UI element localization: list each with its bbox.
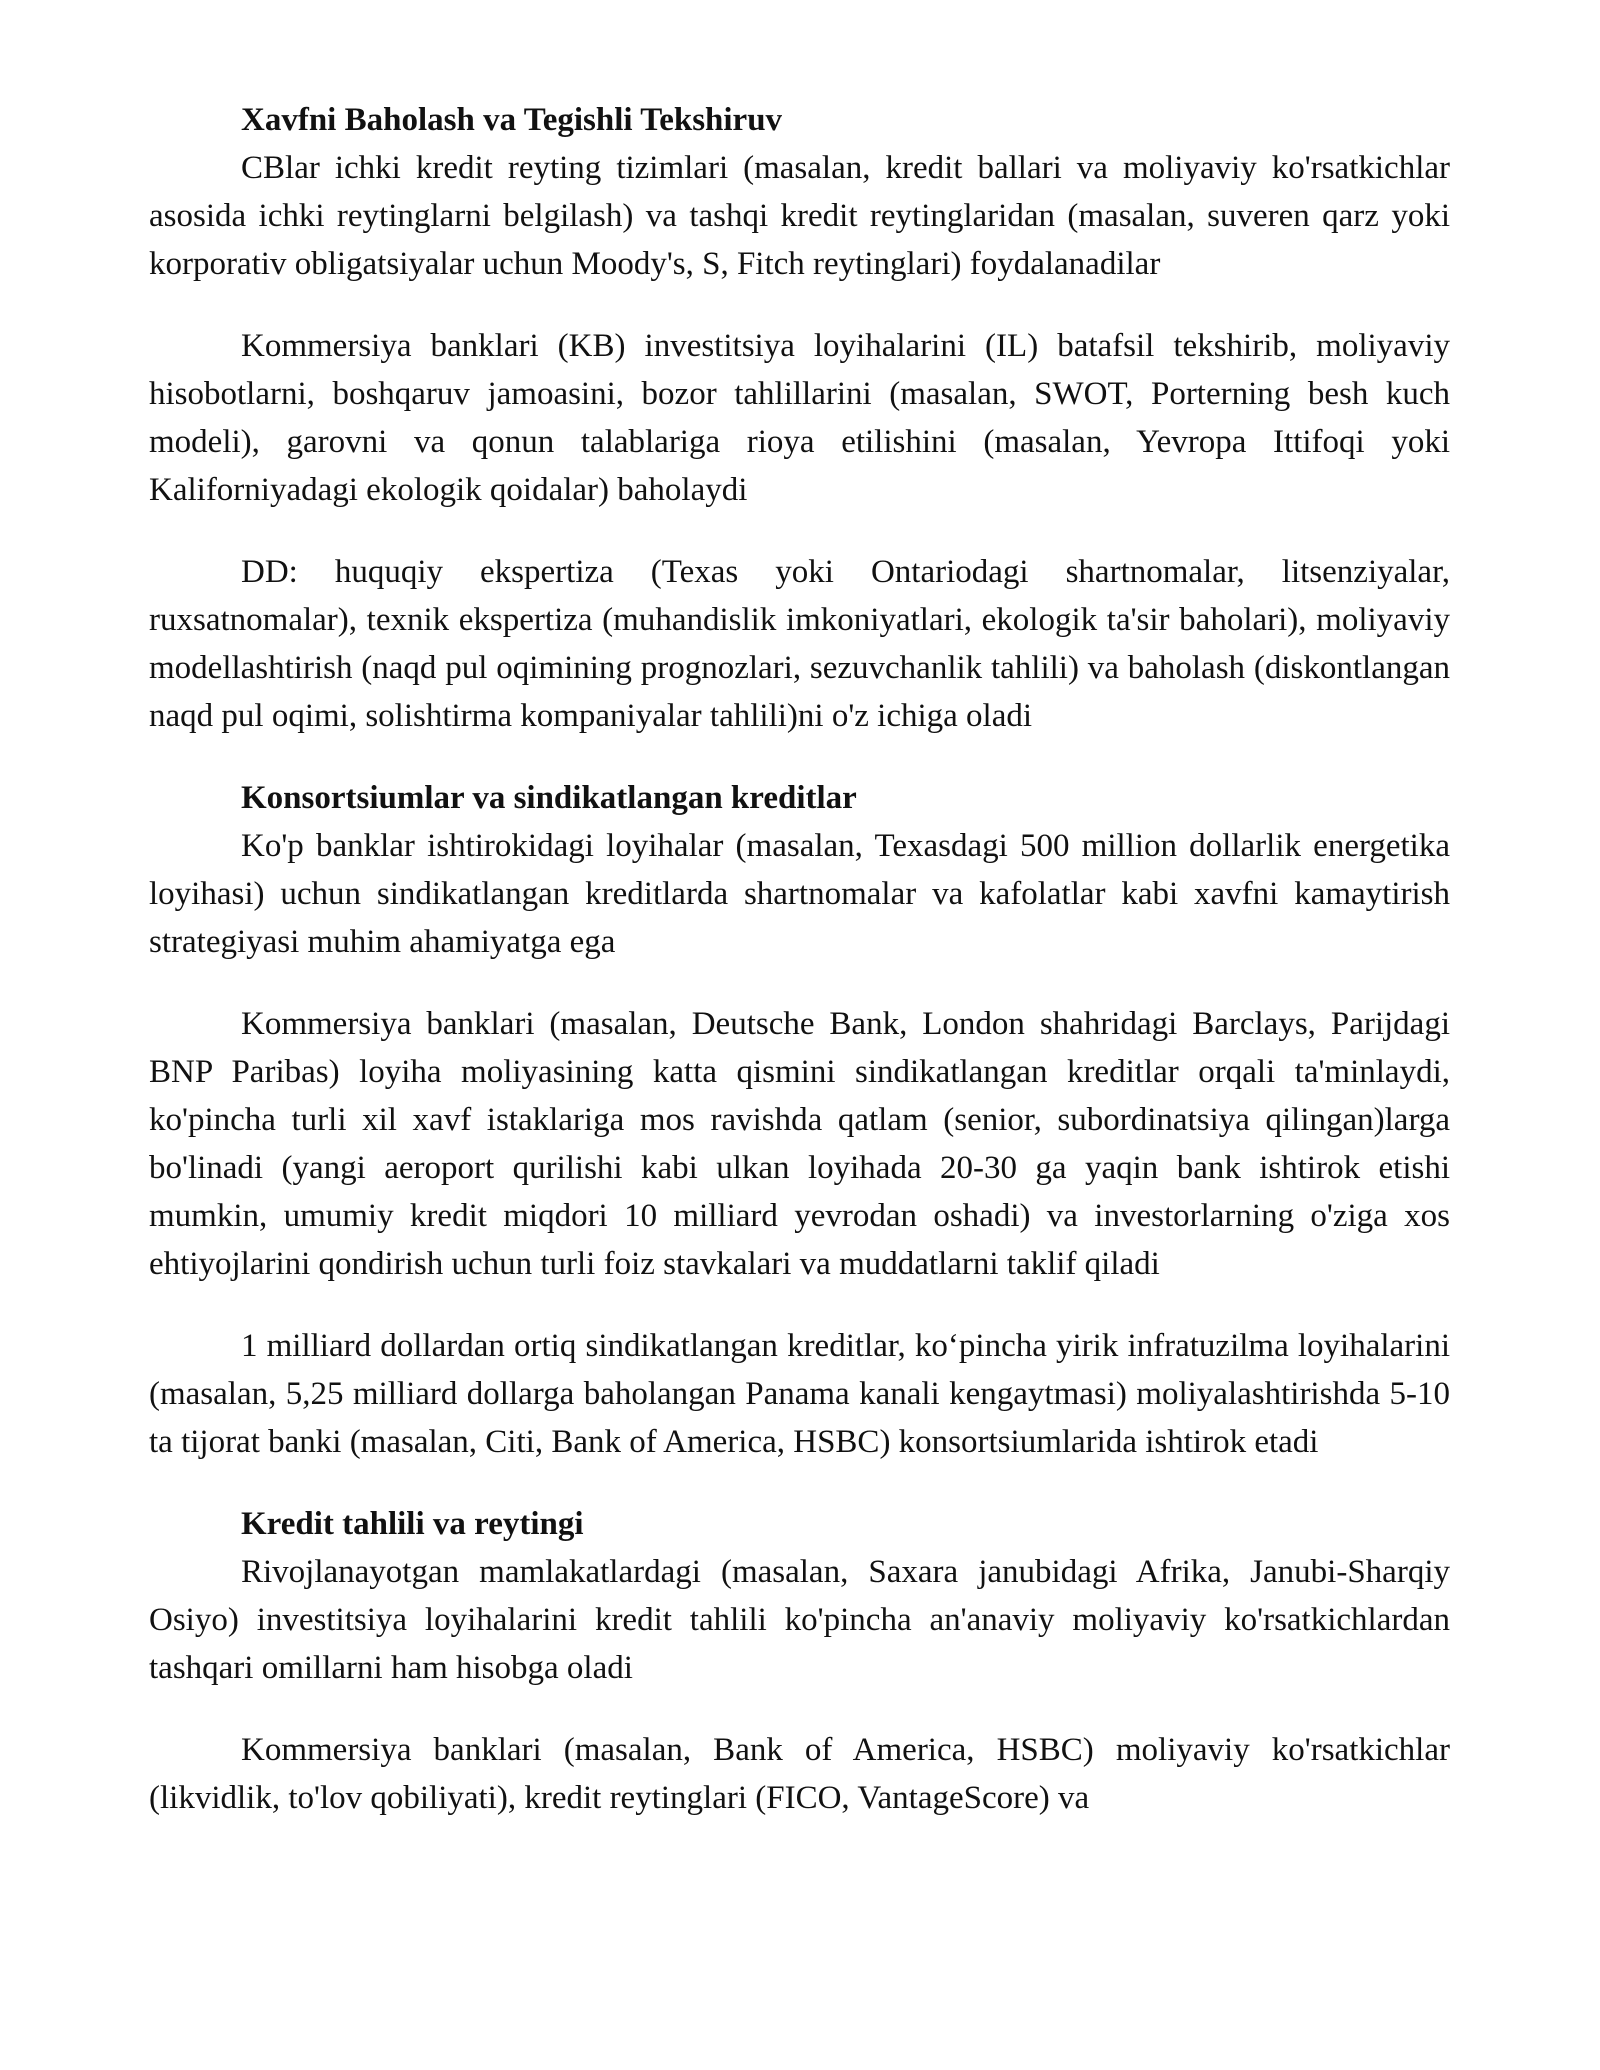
paragraph: Kommersiya banklari (masalan, Bank of America, HSBC) moliyaviy ko'rsatkichlar (likvidlik, to'lov qobiliyati), kredit reytinglari (FICO, VantageScore) va [149,1732,1450,1816]
paragraph: 1 milliard dollardan ortiq sindikatlangan kreditlar, ko‘pincha yirik infratuzilma loyihalarini (masalan, 5,25 milliard dollarga baholangan Panama kanali kengaytmasi) moliyalashtirishda 5-10 ta tijorat banki (masalan, Citi, Bank of America, HSBC) konsortsiumlarida ishtirok etadi [149,1328,1450,1460]
paragraph: Rivojlanayotgan mamlakatlardagi (masalan, Saxara janubidagi Afrika, Janubi-Sharqiy Osiyo) investitsiya loyihalarini kredit tahlili ko'pincha an'anaviy moliyaviy ko'rsatkichlardan tashqari omillarni ham hisobga oladi [149,1554,1450,1686]
section-heading: Xavfni Baholash va Tegishli Tekshiruv [241,102,783,138]
section-risk-assessment [149,96,1450,740]
document-page [149,96,1450,1856]
section-heading: Kredit tahlili va reytingi [241,1506,584,1542]
section-consortiums [149,774,1450,1466]
paragraph: Ko'p banklar ishtirokidagi loyihalar (masalan, Texasdagi 500 million dollarlik energetika loyihasi) uchun sindikatlangan kreditlarda shartnomalar va kafolatlar kabi xavfni kamaytirish strategiyasi muhim ahamiyatga ega [149,828,1450,960]
paragraph: Kommersiya banklari (masalan, Deutsche Bank, London shahridagi Barclays, Parijdagi BNP Paribas) loyiha moliyasining katta qismini sindikatlangan kreditlar orqali ta'minlaydi, ko'pincha turli xil xavf istaklariga mos ravishda qatlam (senior, subordinatsiya qilingan)larga bo'linadi (yangi aeroport qurilishi kabi ulkan loyihada 20-30 ga yaqin bank ishtirok etishi mumkin, umumiy kredit miqdori 10 milliard yevrodan oshadi) va investorlarning o'ziga xos ehtiyojlarini qondirish uchun turli foiz stavkalari va muddatlarni taklif qiladi [149,1006,1450,1282]
section-credit-analysis [149,1500,1450,1822]
paragraph: DD: huquqiy ekspertiza (Texas yoki Ontariodagi shartnomalar, litsenziyalar, ruxsatnomalar), texnik ekspertiza (muhandislik imkoniyatlari, ekologik ta'sir baholari), moliyaviy modellashtirish (naqd pul oqimining prognozlari, sezuvchanlik tahlili) va baholash (diskontlangan naqd pul oqimi, solishtirma kompaniyalar tahlili)ni o'z ichiga oladi [149,554,1450,734]
section-heading: Konsortsiumlar va sindikatlangan kreditlar [241,780,857,816]
paragraph: CBlar ichki kredit reyting tizimlari (masalan, kredit ballari va moliyaviy ko'rsatkichlar asosida ichki reytinglarni belgilash) va tashqi kredit reytinglaridan (masalan, suveren qarz yoki korporativ obligatsiyalar uchun Moody's, S, Fitch reytinglari) foydalanadilar [149,150,1450,282]
paragraph: Kommersiya banklari (KB) investitsiya loyihalarini (IL) batafsil tekshirib, moliyaviy hisobotlarni, boshqaruv jamoasini, bozor tahlillarini (masalan, SWOT, Porterning besh kuch modeli), garovni va qonun talablariga rioya etilishini (masalan, Yevropa Ittifoqi yoki Kaliforniyadagi ekologik qoidalar) baholaydi [149,328,1450,508]
